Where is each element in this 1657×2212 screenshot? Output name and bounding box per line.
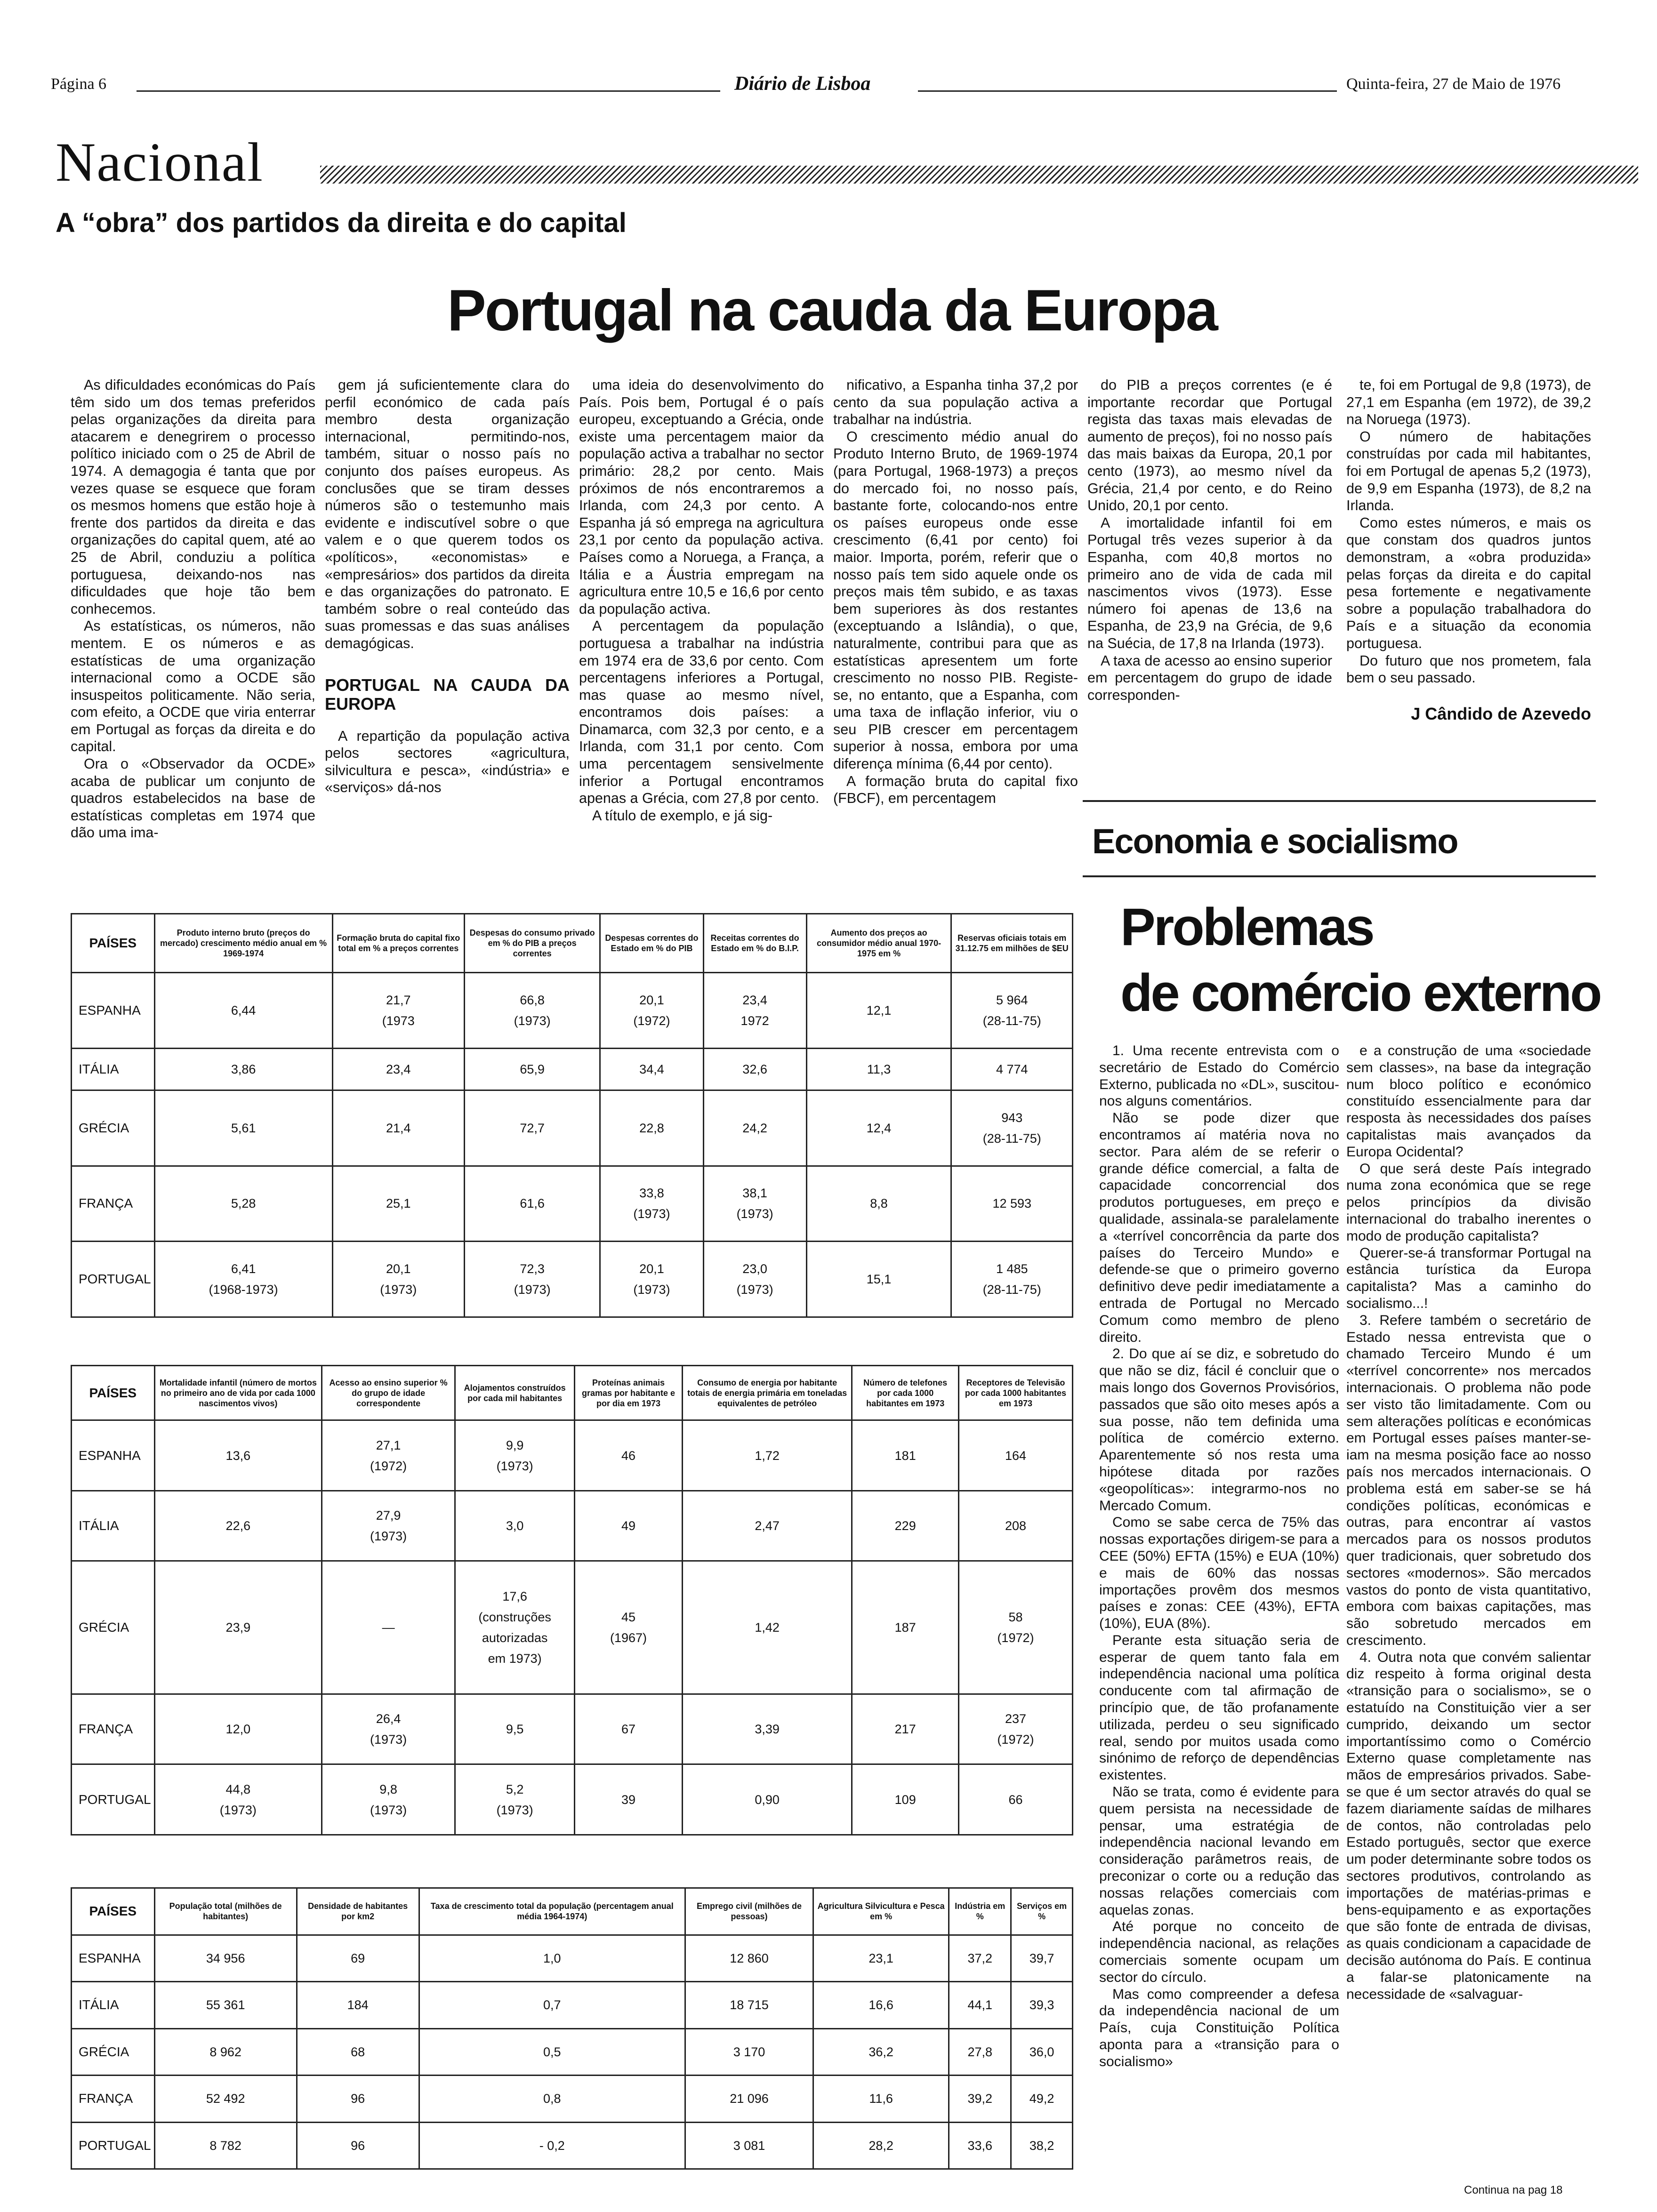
country-cell: GRÉCIA xyxy=(72,2028,155,2076)
paragraph: A título de exemplo, e já sig- xyxy=(592,807,773,824)
table-cell: 17,6 (construções autorizadas em 1973) xyxy=(455,1561,575,1694)
table-cell: 2,47 xyxy=(682,1491,852,1561)
table-cell: 23,0 (1973) xyxy=(703,1242,806,1317)
table-cell: 12 860 xyxy=(685,1935,813,1982)
column-header: Consumo de energia por habitante totais de energia primária em toneladas equivalentes de petróleo xyxy=(682,1366,852,1420)
table-cell: 11,6 xyxy=(813,2076,949,2123)
headline: Portugal na cauda da Europa xyxy=(447,278,1217,343)
paragraph: gem já suficientemente clara do perfil económico de cada país membro desta organização internacional, permitindo-nos, também, situar o nosso país no conjunto dos países europeus. As conclusões que se tiram desses números são o testemunho mais evidente e indiscutível sobre o que valem e o que querem todos os «políticos», «economistas» e «empresários» dos partidos da direita e das organizações do patronato. E também sobre o real conteúdo das suas promessas e das suas análises demagógicas. xyxy=(325,377,570,651)
table-cell: 20,1 (1973) xyxy=(600,1242,703,1317)
column-header: Proteínas animais gramas por habitante e por dia em 1973 xyxy=(575,1366,683,1420)
table-cell: 39 xyxy=(575,1764,683,1835)
table-header-row xyxy=(72,1366,1073,1420)
country-cell: PORTUGAL xyxy=(72,1242,155,1317)
table-row xyxy=(72,2122,1073,2169)
article2-column-1 xyxy=(1099,1042,1339,2070)
table-cell: 33,6 xyxy=(949,2122,1011,2169)
table-cell: 44,8 (1973) xyxy=(154,1764,322,1835)
column-header: Serviços em % xyxy=(1011,1888,1073,1935)
paragraph: A taxa de acesso ao ensino superior em percentagem do grupo de idade corresponden- xyxy=(1087,652,1332,703)
table-row xyxy=(72,2076,1073,2123)
table-row xyxy=(72,1935,1073,1982)
table-row xyxy=(72,1420,1073,1491)
table-cell: 72,7 xyxy=(464,1090,600,1166)
paragraph: te, foi em Portugal de 9,8 (1973), de 27,1 em Espanha (em 1972), de 39,2 na Noruega (1973). xyxy=(1346,377,1591,428)
paragraph: uma ideia do desenvolvimento do País. Pois bem, Portugal é o país europeu, exceptuando a Grécia, onde existe uma percentagem maior da população activa a trabalhar no sector primário: 28,2 por cento. Mais próximos de nós encontraremos a Irlanda, com 24,3 por cento. A Espanha já só emprega na agricultura 23,1 por cento da população activa. Países como a Noruega, a França, a Itália e a Áustria empregam na agricultura entre 10,5 e 16,6 por cento da população activa. xyxy=(579,377,824,617)
table-cell: 0,90 xyxy=(682,1764,852,1835)
table-cell: 6,41 (1968-1973) xyxy=(154,1242,332,1317)
table-cell: 3 170 xyxy=(685,2028,813,2076)
column-header: Número de telefones por cada 1000 habitantes em 1973 xyxy=(852,1366,959,1420)
table-cell: 1 485 (28-11-75) xyxy=(951,1242,1073,1317)
table-cell: 23,9 xyxy=(154,1561,322,1694)
table-cell: 49,2 xyxy=(1011,2076,1073,2123)
paragraph: 2. Do que aí se diz, e sobretudo do que não se diz, fácil é concluir que o mais longo dos Governos Provisórios, passados que são oito meses após a sua posse, não tem definida uma política de comércio externo. Aparentemente só nos resta uma hipótese ditada por razões «geopolíticas»: integrarmo-nos no Mercado Comum. xyxy=(1099,1346,1339,1514)
table-cell: 184 xyxy=(297,1982,419,2029)
table-cell: 12,4 xyxy=(806,1090,951,1166)
paragraph: Até porque no conceito de independência nacional, as relações comerciais somente ocupam um sector do círculo. xyxy=(1099,1919,1339,1985)
column-header: PAÍSES xyxy=(72,1888,155,1935)
article2-kicker: Economia e socialismo xyxy=(1092,822,1458,861)
table-cell: 15,1 xyxy=(806,1242,951,1317)
table-cell: 5 964 (28-11-75) xyxy=(951,972,1073,1048)
economic-indicators-table xyxy=(71,913,1073,1318)
paragraph: 3. Refere também o secretário de Estado nessa entrevista que o chamado Terceiro Mundo é um «terrível concorrente» nos mercados internacionais. O problema não pode ser visto tão limitadamente. Com ou sem alterações políticas e económicas em Portugal esses países manter-se-iam na mesma posição face ao nosso país nos mercados internacionais. O problema está em saber-se se há condições políticas, económicas e outras, para encontrar aí vastos mercados para os nossos produtos quer tradicionais, quer sobretudo dos sectores «modernos». São mercados vastos do ponto de vista quantitativo, embora com baixas capitações, mas são sobretudo mercados em crescimento. xyxy=(1346,1312,1591,1648)
table-cell: 33,8 (1973) xyxy=(600,1166,703,1242)
table-cell: 39,3 xyxy=(1011,1982,1073,2029)
table-cell: 12 593 xyxy=(951,1166,1073,1242)
table-cell: 96 xyxy=(297,2122,419,2169)
table-cell: 164 xyxy=(958,1420,1072,1491)
country-cell: FRANÇA xyxy=(72,1694,155,1764)
table-cell: 58 (1972) xyxy=(958,1561,1072,1694)
table-cell: 34,4 xyxy=(600,1048,703,1090)
table-cell: 12,1 xyxy=(806,972,951,1048)
paragraph: O crescimento médio anual do Produto Interno Bruto, de 1969-1974 (para Portugal, 1968-1973) a preços do mercado foi, no nosso país, bastante forte, colocando-nos entre os países europeus onde esse crescimento (6,41 por cento) foi maior. Importa, porém, referir que o nosso país tem sido aquele onde os preços mais têm subido, e as taxas bem superiores às dos restantes (exceptuando a Islândia), o que, naturalmente, contribui para que as estatísticas apresentem um forte crescimento no nosso PIB. Registe-se, no entanto, que a Espanha, com uma taxa de inflação inferior, viu o seu PIB crescer em percentagem superior à nossa, embora por uma diferença mínima (6,44 por cento). xyxy=(833,428,1078,772)
paragraph: A percentagem da população portuguesa a trabalhar na indústria em 1974 era de 33,6 por cento. Com percentagens inferiores a Portugal, mas quase ao mesmo nível, encontramos dois países: a Dinamarca, com 32,3 por cento, e a Irlanda, com 31,1 por cento. Com uma percentagem sensivelmente inferior a Portugal encontramos apenas a Grécia, com 27,8 por cento. xyxy=(579,618,824,807)
table-cell: 1,0 xyxy=(419,1935,685,1982)
column-header: Formação bruta do capital fixo total em % a preços correntes xyxy=(332,914,464,973)
table-cell: 38,1 (1973) xyxy=(703,1166,806,1242)
table-cell: 39,7 xyxy=(1011,1935,1073,1982)
table-cell: 20,1 (1972) xyxy=(600,972,703,1048)
table-cell: 23,4 xyxy=(332,1048,464,1090)
table-cell: 68 xyxy=(297,2028,419,2076)
paragraph: As dificuldades económicas do País têm sido um dos temas preferidos pelas organizações da direita para atacarem e denegrirem o processo político iniciado com o 25 de Abril de 1974. A demagogia é tanta que por vezes quase se esquece que foram os mesmos homens que estão hoje à frente dos partidos da direita e das organizações do capital quem, até ao 25 de Abril, conduziu a política portuguesa, deixando-nos nas dificuldades que hoje tão bem conhecemos. xyxy=(71,377,315,617)
table-cell: 39,2 xyxy=(949,2076,1011,2123)
paragraph: e a construção de uma «sociedade sem classes», na base da integração num bloco político e económico constituído essencialmente para dar resposta às necessidades dos países capitalistas mais avançados da Europa Ocidental? xyxy=(1346,1043,1591,1160)
social-indicators-table xyxy=(71,1365,1073,1835)
paragraph: Não se pode dizer que encontramos aí matéria nova no sector. Para além de se referir o grande défice comercial, a falta de capacidade concorrencial dos produtos portugueses, em preço e qualidade, assinala-se paralelamente a «terrível concorrência da parte dos países do Terceiro Mundo» e defende-se que o primeiro governo definitivo deve pedir imediatamente a entrada de Portugal no Mercado Comum como membro de pleno direito. xyxy=(1099,1110,1339,1345)
newspaper-name: Diário de Lisboa xyxy=(734,73,871,95)
table-row xyxy=(72,2028,1073,2076)
column-header: Reservas oficiais totais em 31.12.75 em milhões de $EU xyxy=(951,914,1073,973)
table-cell: 49 xyxy=(575,1491,683,1561)
column-header: Acesso ao ensino superior % do grupo de idade correspondente xyxy=(322,1366,455,1420)
section-title: Nacional xyxy=(56,131,264,193)
table-cell: 217 xyxy=(852,1694,959,1764)
paragraph: Como estes números, e mais os que constam dos quadros juntos demonstram, a «obra produzida» pelas forças da direita e do capital pesa fortemente e negativamente sobre a população trabalhadora do País e a situação da economia portuguesa. xyxy=(1346,514,1591,651)
article-column-4 xyxy=(833,377,1078,807)
paragraph: 1. Uma recente entrevista com o secretário de Estado do Comércio Externo, publicada no «DL», suscitou-nos alguns comentários. xyxy=(1099,1043,1339,1109)
table-cell: 21,4 xyxy=(332,1090,464,1166)
table-cell: 36,2 xyxy=(813,2028,949,2076)
paragraph: 4. Outra nota que convém salientar diz respeito à forma original desta «transição para o socialismo», se o estatuído na Constituição vier a ser cumprido, deixando um sector importantíssimo como o Comércio Externo quase completamente nas mãos de empresários privados. Sabe-se que é um sector através do qual se fazem diariamente saídas de milhares de contos, não controladas pelo Estado português, sector que exerce um poder determinante sobre todos os sectores produtivos, controlando as importações de matérias-primas e bens-equipamento e as exportações que são fonte de entrada de divisas, as quais condicionam a capacidade de decisão autónoma do País. E continua a falar-se platonicamente na necessidade de «salvaguar- xyxy=(1346,1649,1591,2002)
paragraph: A formação bruta do capital fixo (FBCF), em percentagem xyxy=(833,773,1078,807)
table-header-row xyxy=(72,914,1073,973)
table-cell: 55 361 xyxy=(154,1982,297,2029)
article-column-6 xyxy=(1346,377,1591,722)
column-header: Densidade de habitantes por km2 xyxy=(297,1888,419,1935)
column-header: Indústria em % xyxy=(949,1888,1011,1935)
table-cell: 27,9 (1973) xyxy=(322,1491,455,1561)
column-header: Emprego civil (milhões de pessoas) xyxy=(685,1888,813,1935)
table-row xyxy=(72,1166,1073,1242)
table-cell: 24,2 xyxy=(703,1090,806,1166)
page-number: Página 6 xyxy=(51,75,107,93)
table-cell: 1,72 xyxy=(682,1420,852,1491)
table-row xyxy=(72,1090,1073,1166)
column-header: População total (milhões de habitantes) xyxy=(154,1888,297,1935)
table-cell: 8,8 xyxy=(806,1166,951,1242)
country-cell: ITÁLIA xyxy=(72,1491,155,1561)
table-cell: 4 774 xyxy=(951,1048,1073,1090)
table-cell: 187 xyxy=(852,1561,959,1694)
table-cell: 96 xyxy=(297,2076,419,2123)
paragraph: do PIB a preços correntes (e é importante recordar que Portugal regista das taxas mais elevadas de aumento de preços), foi no nosso país das mais baixas da Europa, 20,1 por cento (1973), ao mesmo nível da Grécia, 21,4 por cento, e do Reino Unido, 20,1 por cento. xyxy=(1087,377,1332,514)
country-cell: GRÉCIA xyxy=(72,1561,155,1694)
country-cell: FRANÇA xyxy=(72,1166,155,1242)
table-cell: 66 xyxy=(958,1764,1072,1835)
table-cell: 67 xyxy=(575,1694,683,1764)
paragraph: nificativo, a Espanha tinha 37,2 por cento da sua população activa a trabalhar na indústria. xyxy=(833,377,1078,428)
column-header: Alojamentos construídos por cada mil habitantes xyxy=(455,1366,575,1420)
table-cell: 0,7 xyxy=(419,1982,685,2029)
table-cell: 3 081 xyxy=(685,2122,813,2169)
column-header: Despesas do consumo privado em % do PIB a preços correntes xyxy=(464,914,600,973)
table-cell: 28,2 xyxy=(813,2122,949,2169)
paragraph: A imortalidade infantil foi em Portugal três vezes superior à da Espanha, com 40,8 mortos no primeiro ano de vida de cada mil nascimentos vivos (1973). Esse número foi apenas de 13,6 na Espanha, de 23,9 na Grécia, de 9,6 na Suécia, de 17,8 na Irlanda (1973). xyxy=(1087,514,1332,651)
table-row xyxy=(72,1764,1073,1835)
table-cell: 6,44 xyxy=(154,972,332,1048)
country-cell: ITÁLIA xyxy=(72,1982,155,2029)
paragraph: O que será deste País integrado numa zona económica que se rege pelos princípios da divisão internacional do trabalho inerentes o modo de produção capitalista? xyxy=(1346,1161,1591,1244)
table-cell: 5,28 xyxy=(154,1166,332,1242)
table-row xyxy=(72,1694,1073,1764)
table-header-row xyxy=(72,1888,1073,1935)
table-row xyxy=(72,1561,1073,1694)
article-column-2 xyxy=(325,377,570,796)
byline: J Cândido de Azevedo xyxy=(1411,704,1591,723)
table-cell: 36,0 xyxy=(1011,2028,1073,2076)
article-column-3 xyxy=(579,377,824,824)
table-cell: 237 (1972) xyxy=(958,1694,1072,1764)
table-cell: 21,7 (1973 xyxy=(332,972,464,1048)
country-cell: ESPANHA xyxy=(72,972,155,1048)
paragraph: O número de habitações construídas por cada mil habitantes, foi em Portugal de apenas 5,2 (1973), de 9,9 em Espanha (1973), de 8,2 na Irlanda. xyxy=(1346,428,1591,514)
table-cell: 0,8 xyxy=(419,2076,685,2123)
country-cell: GRÉCIA xyxy=(72,1090,155,1166)
kicker: A “obra” dos partidos da direita e do capital xyxy=(56,208,627,238)
table-cell: 72,3 (1973) xyxy=(464,1242,600,1317)
table-cell: 21 096 xyxy=(685,2076,813,2123)
table-cell: 65,9 xyxy=(464,1048,600,1090)
table-cell: 23,1 xyxy=(813,1935,949,1982)
table-row xyxy=(72,1242,1073,1317)
table-cell: 23,4 1972 xyxy=(703,972,806,1048)
table-cell: 16,6 xyxy=(813,1982,949,2029)
paragraph: Não se trata, como é evidente para quem persista na necessidade de pensar, uma estratégia de independência nacional levando em consideração parâmetros reais, de preconizar o corte ou a redução das nossas relações comerciais com aquelas zonas. xyxy=(1099,1784,1339,1918)
table-row xyxy=(72,1982,1073,2029)
table-cell: 3,39 xyxy=(682,1694,852,1764)
table-cell: 8 962 xyxy=(154,2028,297,2076)
country-cell: PORTUGAL xyxy=(72,2122,155,2169)
article2-headline-2: de comércio externo xyxy=(1120,963,1601,1022)
column-header: Mortalidade infantil (número de mortos no primeiro ano de vida por cada 1000 nascimentos vivos) xyxy=(154,1366,322,1420)
country-cell: ITÁLIA xyxy=(72,1048,155,1090)
population-employment-table xyxy=(71,1887,1073,2170)
paragraph: Ora o «Observador da OCDE» acaba de publicar um conjunto de quadros estabelecidos na base de estatísticas completas em 1974 que dão uma ima- xyxy=(71,756,315,841)
table-cell: 0,5 xyxy=(419,2028,685,2076)
country-cell: ESPANHA xyxy=(72,1420,155,1491)
column-header: Aumento dos preços ao consumidor médio anual 1970-1975 em % xyxy=(806,914,951,973)
column-header: Taxa de crescimento total da população (percentagem anual média 1964-1974) xyxy=(419,1888,685,1935)
paragraph: Perante esta situação seria de esperar de quem tanto fala em independência nacional uma política conducente com tal afirmação de princípio que, de tão profanamente utilizada, perdeu o seu significado real, sendo por muitos usada como sinónimo de reforço de dependências existentes. xyxy=(1099,1632,1339,1783)
table-cell: 32,6 xyxy=(703,1048,806,1090)
country-cell: ESPANHA xyxy=(72,1935,155,1982)
table-cell: 5,2 (1973) xyxy=(455,1764,575,1835)
table-cell: 18 715 xyxy=(685,1982,813,2029)
table-cell: 27,1 (1972) xyxy=(322,1420,455,1491)
table-cell: 181 xyxy=(852,1420,959,1491)
table-row xyxy=(72,1048,1073,1090)
column-header: Receptores de Televisão por cada 1000 habitantes em 1973 xyxy=(958,1366,1072,1420)
paragraph: Mas como compreender a defesa da independência nacional de um País, cuja Constituição Política aponta para a «transição para o socialismo» xyxy=(1099,1986,1339,2069)
table-row xyxy=(72,1491,1073,1561)
table-cell: 25,1 xyxy=(332,1166,464,1242)
table-cell: 27,8 xyxy=(949,2028,1011,2076)
table-cell: 20,1 (1973) xyxy=(332,1242,464,1317)
table-cell: 22,8 xyxy=(600,1090,703,1166)
table-cell: 69 xyxy=(297,1935,419,1982)
table-cell: 1,42 xyxy=(682,1561,852,1694)
continuation-note: Continua na pag 18 xyxy=(1464,2184,1563,2196)
table-cell: 44,1 xyxy=(949,1982,1011,2029)
article-column-5 xyxy=(1087,377,1332,704)
table-cell: 9,9 (1973) xyxy=(455,1420,575,1491)
table-cell: 8 782 xyxy=(154,2122,297,2169)
article2-column-2 xyxy=(1346,1042,1591,2003)
table-cell: 37,2 xyxy=(949,1935,1011,1982)
table-cell: 943 (28-11-75) xyxy=(951,1090,1073,1166)
paragraph: As estatísticas, os números, não mentem. E os números e as estatísticas de uma organização internacional como a OCDE são insuspeitos politicamente. Não seria, com efeito, a OCDE que viria enterrar em Portugal as forças da direita e do capital. xyxy=(71,618,315,755)
table-cell: 46 xyxy=(575,1420,683,1491)
column-header: PAÍSES xyxy=(72,1366,155,1420)
issue-date: Quinta-feira, 27 de Maio de 1976 xyxy=(1346,75,1561,93)
column-header: Produto interno bruto (preços do mercado) crescimento médio anual em % 1969-1974 xyxy=(154,914,332,973)
table-cell: 22,6 xyxy=(154,1491,322,1561)
table-cell: 229 xyxy=(852,1491,959,1561)
column-header: Despesas correntes do Estado em % do PIB xyxy=(600,914,703,973)
table-cell: 9,5 xyxy=(455,1694,575,1764)
table-cell: 52 492 xyxy=(154,2076,297,2123)
subheading: PORTUGAL NA CAUDA DA EUROPA xyxy=(325,675,570,713)
column-header: Receitas correntes do Estado em % do B.I.P. xyxy=(703,914,806,973)
table-cell: 26,4 (1973) xyxy=(322,1694,455,1764)
table-cell: 9,8 (1973) xyxy=(322,1764,455,1835)
table-cell: 208 xyxy=(958,1491,1072,1561)
table-cell: 3,86 xyxy=(154,1048,332,1090)
article-column-1 xyxy=(71,377,315,842)
table-cell: 13,6 xyxy=(154,1420,322,1491)
paragraph: Como se sabe cerca de 75% das nossas exportações dirigem-se para a CEE (50%) EFTA (15%) e EUA (10%) e mais de 60% das nossas importações provêm dos mesmos países e zonas: CEE (43%), EFTA (10%), EUA (8%). xyxy=(1099,1515,1339,1632)
country-cell: FRANÇA xyxy=(72,2076,155,2123)
section-hatch xyxy=(320,166,1638,184)
paragraph: A repartição da população activa pelos sectores «agricultura, silvicultura e pesca», «indústria» e «serviços» dá-nos xyxy=(325,728,570,796)
table-row xyxy=(72,972,1073,1048)
table-cell: 38,2 xyxy=(1011,2122,1073,2169)
table-cell: 3,0 xyxy=(455,1491,575,1561)
table-cell: 11,3 xyxy=(806,1048,951,1090)
table-cell: 5,61 xyxy=(154,1090,332,1166)
table-cell: 12,0 xyxy=(154,1694,322,1764)
table-cell: — xyxy=(322,1561,455,1694)
country-cell: PORTUGAL xyxy=(72,1764,155,1835)
table-cell: - 0,2 xyxy=(419,2122,685,2169)
table-cell: 34 956 xyxy=(154,1935,297,1982)
table-cell: 109 xyxy=(852,1764,959,1835)
table-cell: 45 (1967) xyxy=(575,1561,683,1694)
paragraph: Querer-se-á transformar Portugal na estância turística da Europa capitalista? Mas a caminho do socialismo...! xyxy=(1346,1245,1591,1311)
column-header: Agricultura Silvicultura e Pesca em % xyxy=(813,1888,949,1935)
column-header: PAÍSES xyxy=(72,914,155,973)
table-cell: 66,8 (1973) xyxy=(464,972,600,1048)
paragraph: Do futuro que nos prometem, fala bem o seu passado. xyxy=(1346,652,1591,686)
article2-headline-1: Problemas xyxy=(1120,898,1373,956)
table-cell: 61,6 xyxy=(464,1166,600,1242)
